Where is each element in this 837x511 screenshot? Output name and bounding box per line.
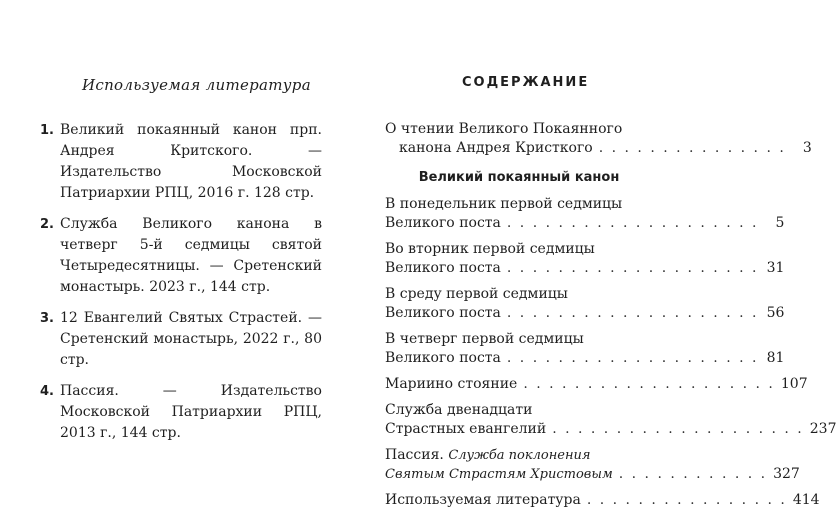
toc-entry-line: В четверг первой седмицы xyxy=(385,331,584,347)
toc-entry-line: Используемая литература xyxy=(385,492,581,508)
literature-item-number: 4. xyxy=(40,384,54,399)
toc-entry-line: Великого поста xyxy=(385,350,501,366)
toc-entry-thursday[interactable] xyxy=(385,330,785,368)
toc-entry-monday[interactable] xyxy=(385,195,785,233)
toc-leader-dots: . . . . . . . . . . . . . . . . . . . . xyxy=(523,376,775,392)
literature-item-text: Служба Великого канона в четверг 5-й седмицы святой Четыредесятницы. — Сретенский монастырь. 2023 г., 144 стр. xyxy=(60,216,322,295)
literature-item-number: 2. xyxy=(40,217,54,232)
table-of-contents xyxy=(385,120,837,510)
toc-entry-line: Страстных евангелий xyxy=(385,421,547,437)
toc-entry-line: канона Андрея Кристкого xyxy=(399,140,593,156)
toc-entry-literature[interactable] xyxy=(385,491,820,510)
toc-entry-mariino[interactable] xyxy=(385,375,808,394)
toc-page-number: 56 xyxy=(766,305,785,321)
toc-entry-line: Великого поста xyxy=(385,260,501,276)
toc-entry-line: Мариино стояние xyxy=(385,376,518,392)
toc-entry-subtitle: Святым Страстям Христовым xyxy=(385,467,613,482)
literature-item-text: 12 Евангелий Святых Страстей. — Сретенский монастырь, 2022 г., 80 стр. xyxy=(60,310,322,368)
contents-heading: СОДЕРЖАНИЕ xyxy=(462,75,590,90)
literature-heading: Используемая литература xyxy=(82,76,311,94)
toc-page-number: 327 xyxy=(773,466,800,482)
toc-leader-dots: . . . . . . . . . . . . . . . . . . . . xyxy=(506,350,759,366)
toc-entry-twelve-gospels[interactable] xyxy=(385,401,837,439)
toc-entry-line: Пассия. xyxy=(385,447,444,463)
literature-item xyxy=(28,308,322,371)
toc-leader-dots: . . . . . . . . . . . . . . . . . . . . xyxy=(552,421,804,437)
toc-leader-dots: . . . . . . . . . . . . . . . . . . . . xyxy=(506,260,759,276)
toc-entry-line: В среду первой седмицы xyxy=(385,286,568,302)
toc-leader-dots: . . . . . . . . . . . . . . . . xyxy=(586,492,787,508)
toc-leader-dots: . . . . . . . . . . . . xyxy=(618,466,768,482)
right-page xyxy=(349,0,837,511)
toc-entry-line: Великого поста xyxy=(385,305,501,321)
toc-page-number: 31 xyxy=(766,260,785,276)
toc-leader-dots: . . . . . . . . . . . . . . . . . . . . xyxy=(506,305,759,321)
toc-page-number: 5 xyxy=(775,215,785,231)
toc-page-number: 414 xyxy=(792,492,820,508)
toc-page-number: 3 xyxy=(802,140,812,156)
toc-entry-line: Служба двенадцати xyxy=(385,402,533,418)
literature-item-text: Пассия. — Издательство Московской Патриархии РПЦ, 2013 г., 144 стр. xyxy=(60,383,322,441)
literature-item-number: 3. xyxy=(40,311,54,326)
toc-entry-line: Во вторник первой седмицы xyxy=(385,241,595,257)
toc-entry-line: Великого поста xyxy=(385,215,501,231)
toc-page-number: 237 xyxy=(809,421,837,437)
toc-entry-tuesday[interactable] xyxy=(385,240,785,278)
toc-leader-dots: . . . . . . . . . . . . . . . xyxy=(598,140,786,156)
left-page xyxy=(0,0,349,511)
literature-item xyxy=(28,120,322,204)
toc-entry-passion[interactable] xyxy=(385,446,800,484)
toc-page-number: 81 xyxy=(766,350,785,366)
literature-item xyxy=(28,381,322,444)
toc-page-number: 107 xyxy=(780,376,808,392)
toc-section-title: Великий покаянный канон xyxy=(418,170,620,185)
toc-entry-subtitle: Служба поклонения xyxy=(448,448,591,463)
toc-entry-reading[interactable] xyxy=(385,120,812,158)
toc-entry-line: О чтении Великого Покаянного xyxy=(385,121,623,137)
literature-item-number: 1. xyxy=(40,123,54,138)
toc-entry-line: В понедельник первой седмицы xyxy=(385,196,623,212)
toc-entry-wednesday[interactable] xyxy=(385,285,785,323)
literature-list xyxy=(28,120,322,454)
toc-leader-dots: . . . . . . . . . . . . . . . . . . . . xyxy=(506,215,759,231)
literature-item xyxy=(28,214,322,298)
literature-item-text: Великий покаянный канон прп. Андрея Критского. — Издательство Московской Патриархии РПЦ, 2016 г. 128 стр. xyxy=(60,122,322,201)
